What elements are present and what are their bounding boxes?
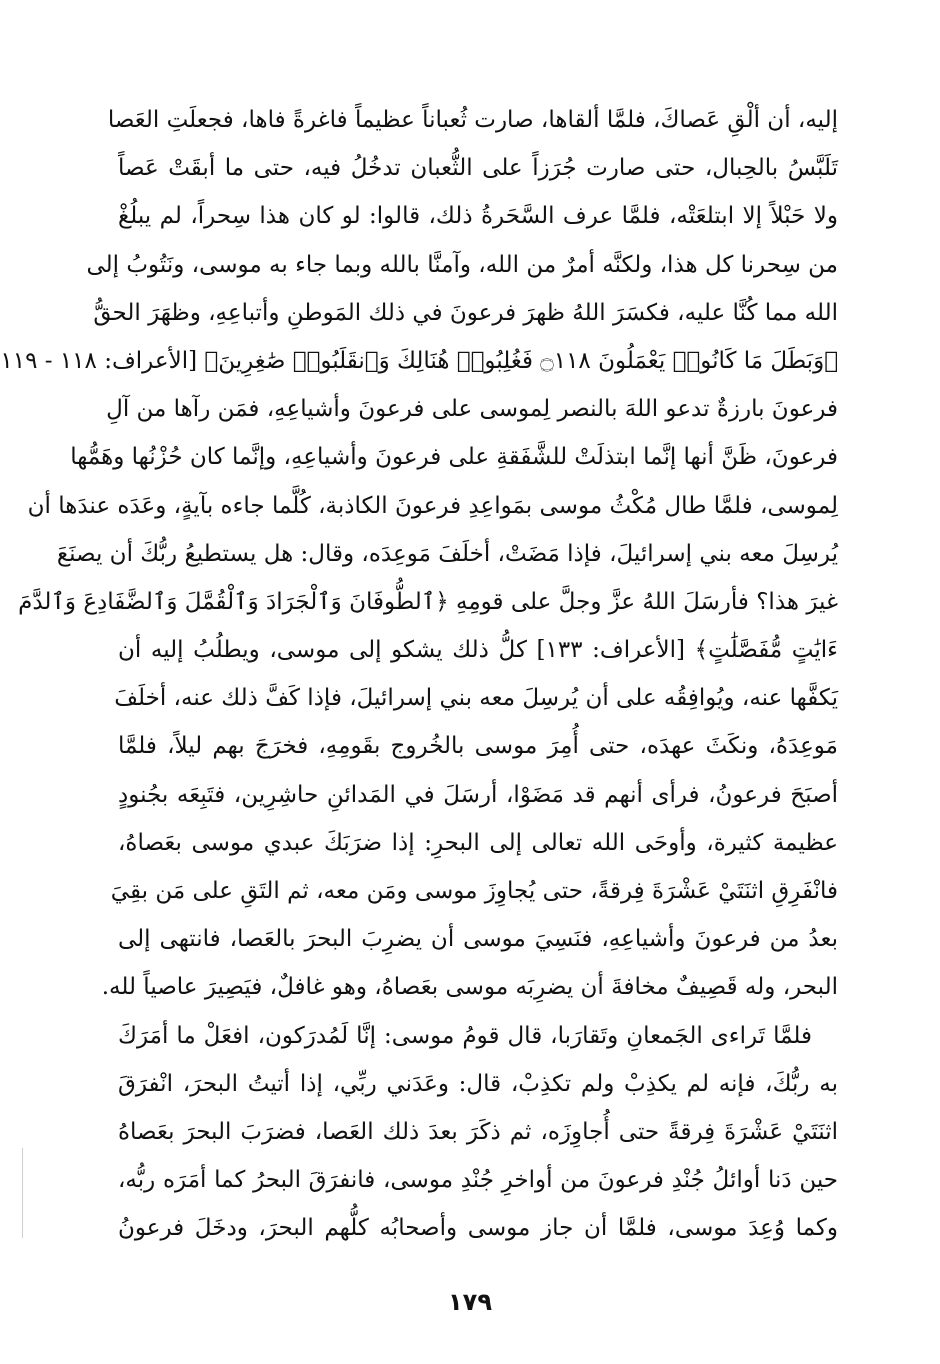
text-line: يُرسِلَ معه بني إسرائيلَ، فإذا مَضَتْ، أخلَفَ مَوعِدَه، وقال: هل يستطيعُ ربُّكَ أن يصنَعَ [56, 540, 838, 567]
text-line: لِموسى، فلمَّا طال مُكْثُ موسى بمَواعِدِ فرعونَ الكاذبة، كُلَّما جاءه بآيةٍ، وعَدَه عندَها أن [27, 492, 838, 519]
text-line: أصبَحَ فرعونُ، فرأى أنهم قد مَضَوْا، أرسَلَ في المَدائنِ حاشِرِين، فتَبِعَه بجُنودٍ [118, 781, 838, 808]
text-line: تَلَبَّسُ بالحِبال، حتى صارت جُرَزاً على الثُّعبان تدخُلُ فيه، حتى ما أبقَتْ عَصاً [118, 155, 838, 182]
text-line: البحر، وله قَصِيفٌ مخافةَ أن يضرِبَه موسى بعَصاهُ، وهو غافلٌ، فيَصِيرَ عاصياً لله. [101, 974, 838, 1001]
text-line: يَكفَّها عنه، ويُوافِقُه على أن يُرسِلَ معه بني إسرائيلَ، فإذا كَفَّ ذلك عنه، أخلَفَ [114, 685, 838, 712]
paragraph-1 [0, 96, 838, 1012]
text-line: وكما وُعِدَ موسى، فلمَّا أن جاز موسى وأصحابُه كلُّهم البحرَ، ودخَلَ فرعونُ [118, 1215, 838, 1242]
text-line: فانْفَرِقِ اثنَتَيْ عَشْرَةَ فِرقةً، حتى يُجاوِزَ موسى ومَن معه، ثم التَقِ على مَن بقِيَ [110, 878, 838, 904]
text-line: بعدُ من فرعونَ وأشياعِهِ، فنَسِيَ موسى أن يضرِبَ البحرَ بالعَصا، فانتهى إلى [118, 926, 838, 953]
text-line: مَوعِدَهُ، ونكَثَ عهدَه، حتى أُمِرَ موسى بالخُروج بقَومِهِ، فخرَجَ بهم ليلاً، فلمَّا [118, 733, 838, 760]
text-line: فلمَّا تَراءى الجَمعانِ وتَقارَبا، قال قومُ موسى: إنَّا لَمُدرَكون، افعَلْ ما أمَرَكَ [118, 1022, 812, 1049]
text-line: حين دَنا أوائلُ جُنْدِ فرعونَ من أواخرِ جُنْدِ موسى، فانفرَقَ البحرُ كما أمَرَه ربُّه، [118, 1167, 838, 1194]
text-line: به ربُّكَ، فإنه لم يكذِبْ ولم تكذِبْ، قال: وعَدَني ربِّي، إذا أتيتُ البحرَ، انْفرَقَ [118, 1070, 838, 1097]
text-line: الله مما كُنَّا عليه، فكسَرَ اللهُ ظهرَ فرعونَ في ذلك المَوطنِ وأتباعِهِ، وظهَرَ الحقُّ [93, 299, 838, 326]
text-line: فرعونَ، ظَنَّ أنها إنَّما ابتذلَتْ للشَّفَقةِ على فرعونَ وأشياعِهِ، وإنَّما كان حُزْنُها وهَمُّها [70, 444, 838, 471]
quran-verse-line: ﴿وَبَطَلَ مَا كَانُوا۟ يَعْمَلُونَ ۝١١٨ فَغُلِبُوا۟ هُنَالِكَ وَٱنقَلَبُوا۟ صَٰغِرِينَ﴾ [الأعراف: ١١٨ - ١١٩ [0, 347, 838, 374]
text-line: ولا حَبْلاً إلا ابتلعَتْه، فلمَّا عرف السَّحَرةُ ذلك، قالوا: لو كان هذا سِحراً، لم يبلُغْ [118, 203, 838, 230]
text-line: من سِحرنا كل هذا، ولكنَّه أمرٌ من الله، وآمنَّا بالله وبما جاء به موسى، ونَتُوبُ إلى [86, 251, 838, 278]
quran-verse-line: ءَايَٰتٍ مُّفَصَّلَٰتٍ﴾ [الأعراف: ١٣٣] كلُّ ذلك يشكو إلى موسى، ويطلُبُ إليه أن [118, 637, 838, 664]
text-line: فرعونَ بارزةٌ تدعو اللهَ بالنصر لِموسى على فرعونَ وأشياعِهِ، فمَن رآها من آلِ [106, 396, 838, 423]
text-line: إليه، أن ألْقِ عَصاكَ، فلمَّا ألقاها، صارت ثُعباناً عظيماً فاغرةً فاها، فجعلَتِ العَصا [107, 107, 838, 133]
text-line: عظيمة كثيرة، وأوحَى الله تعالى إلى البحرِ: إذا ضرَبَكَ عبدي موسى بعَصاهُ، [118, 829, 838, 856]
quran-verse-line: غيرَ هذا؟ فأرسَلَ اللهُ عزَّ وجلَّ على قومِهِ ﴿ٱلطُّوفَانَ وَٱلْجَرَادَ وَٱلْقُمَّلَ وَٱلضَّفَادِعَ وَٱلدَّمَ [18, 588, 838, 615]
scan-margin-mark [22, 1148, 23, 1238]
paragraph-2 [118, 1012, 838, 1253]
page-text [0, 96, 838, 1253]
page-number: ١٧٩ [448, 1288, 492, 1316]
text-line: اثنَتَيْ عَشْرَةَ فِرقةً حتى أُجاوِزَه، ثم ذكَرَ بعدَ ذلك العَصا، فضرَبَ البحرَ بعَصاهُ [118, 1118, 838, 1145]
